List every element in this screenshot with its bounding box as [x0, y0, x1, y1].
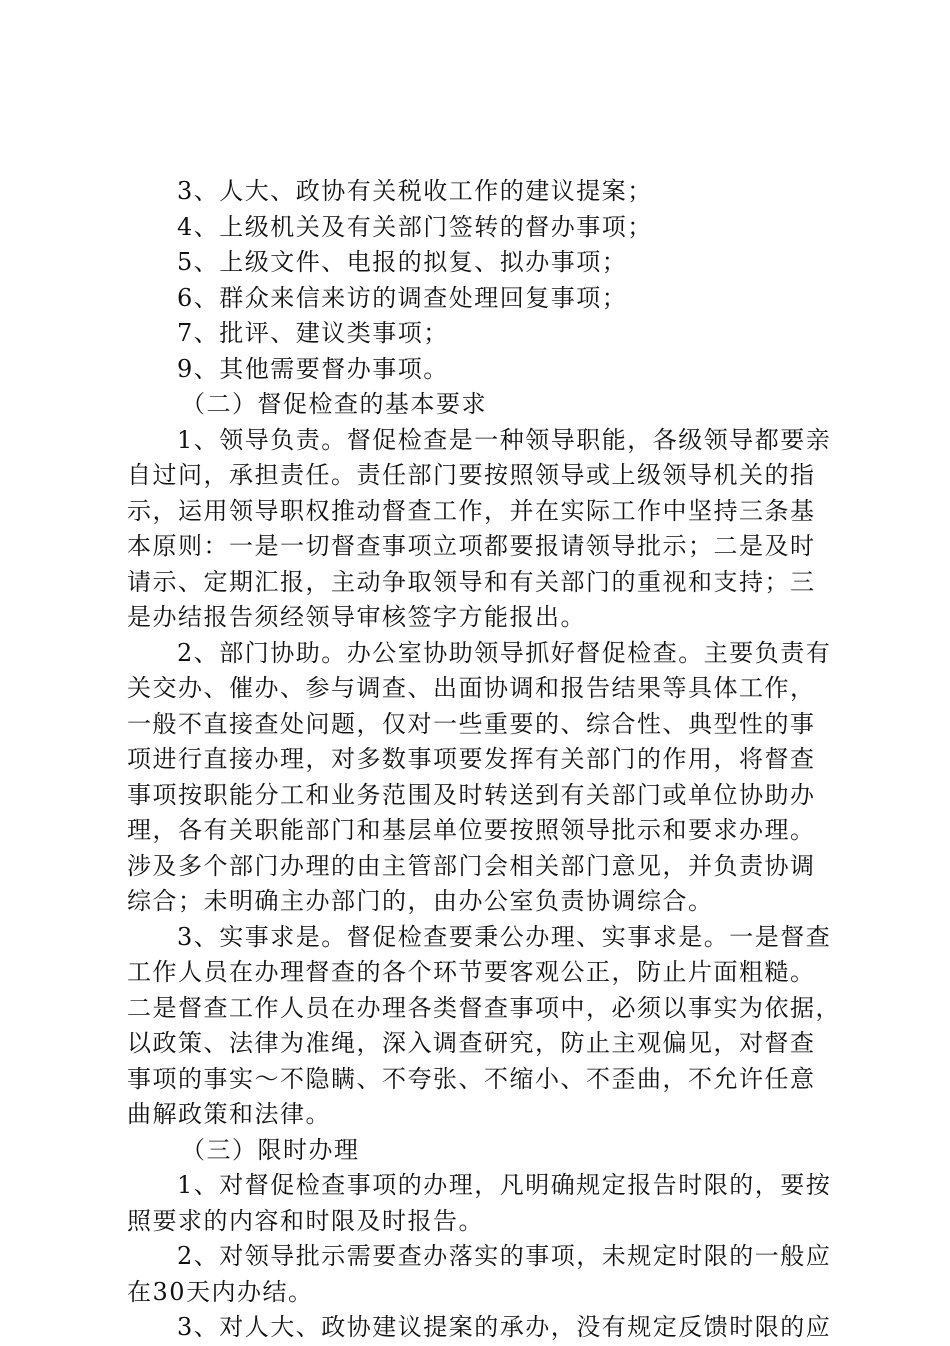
text-line: 自过问，承担责任。责任部门要按照领导或上级领导机关的指	[127, 461, 816, 489]
text-line: 请示、定期汇报，主动争取领导和有关部门的重视和支持；三	[127, 567, 816, 596]
text-line: 4、上级机关及有关部门签转的督办事项；	[177, 212, 653, 241]
text-line: 事项按职能分工和业务范围及时转送到有关部门或单位协助办	[127, 780, 816, 809]
text-line: 6、群众来信来访的调查处理回复事项；	[177, 283, 628, 312]
section-heading: （三）限时办理	[181, 1135, 360, 1164]
text-line: 2、部门协助。办公室协助领导抓好督促检查。主要负责有	[177, 638, 832, 667]
text-line: 3、人大、政协有关税收工作的建议提案；	[177, 177, 653, 205]
text-line: 照要求的内容和时限及时报告。	[127, 1206, 484, 1235]
text-line: 2、对领导批示需要查办落实的事项，未规定时限的一般应	[177, 1242, 832, 1270]
text-line: 3、实事求是。督促检查要秉公办理、实事求是。一是督查	[177, 922, 832, 951]
text-line: 事项的事实～不隐瞒、不夸张、不缩小、不歪曲，不允许任意	[127, 1064, 816, 1093]
document-body	[127, 174, 841, 1346]
text-line: 以政策、法律为准绳，深入调查研究，防止主观偏见，对督查	[127, 1029, 816, 1057]
text-line: 二是督查工作人员在办理各类督查事项中，必须以事实为依据，	[127, 993, 841, 1022]
text-line: 3、对人大、政协建议提案的承办，没有规定反馈时限的应	[177, 1313, 832, 1341]
text-line: 1、对督促检查事项的办理，凡明确规定报告时限的，要按	[177, 1171, 832, 1199]
text-line: 关交办、催办、参与调查、出面协调和报告结果等具体工作，	[127, 674, 816, 702]
text-line: 在30天内办结。	[127, 1277, 314, 1306]
text-line: 项进行直接办理，对多数事项要发挥有关部门的作用，将督查	[127, 745, 816, 773]
text-line: 涉及多个部门办理的由主管部门会相关部门意见，并负责协调	[127, 851, 816, 880]
text-line: 9、其他需要督办事项。	[177, 354, 449, 383]
section-heading: （二）督促检查的基本要求	[181, 390, 487, 418]
text-line: 本原则：一是一切督查事项立项都要报请领导批示；二是及时	[127, 532, 816, 560]
text-line: 理，各有关职能部门和基层单位要按照领导批示和要求办理。	[127, 816, 816, 844]
text-line: 示，运用领导职权推动督查工作，并在实际工作中坚持三条基	[127, 496, 816, 525]
text-line: 7、批评、建议类事项；	[177, 319, 449, 347]
text-line: 1、领导负责。督促检查是一种领导职能，各级领导都要亲	[177, 425, 832, 454]
text-line: 综合；未明确主办部门的，由办公室负责协调综合。	[127, 887, 714, 915]
text-line: 5、上级文件、电报的拟复、拟办事项；	[177, 248, 628, 276]
text-line: 曲解政策和法律。	[127, 1100, 331, 1128]
text-line: 工作人员在办理督查的各个环节要客观公正，防止片面粗糙。	[127, 958, 816, 986]
text-line: 一般不直接查处问题，仅对一些重要的、综合性、典型性的事	[127, 709, 816, 738]
text-line: 是办结报告须经领导审核签字方能报出。	[127, 603, 586, 631]
